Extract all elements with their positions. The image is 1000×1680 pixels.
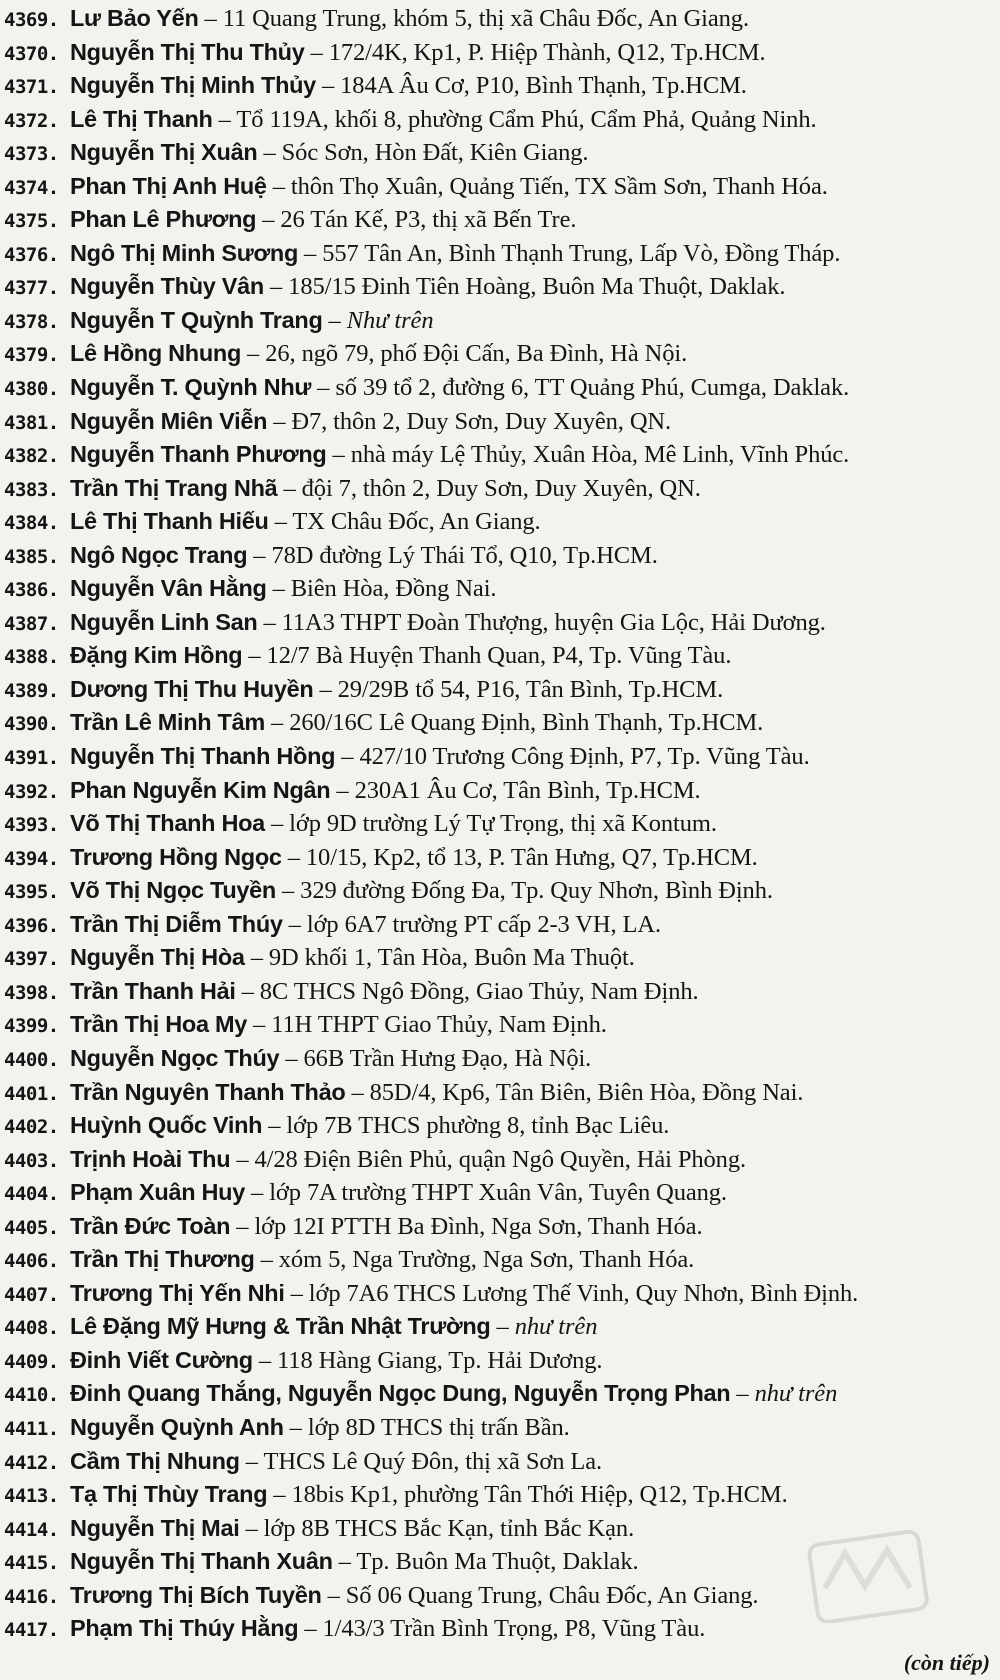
entry-address: 118 Hàng Giang, Tp. Hải Dương. — [277, 1346, 603, 1374]
entry-name: Nguyễn Ngọc Thúy — [70, 1044, 280, 1071]
list-item — [4, 975, 996, 1009]
list-item — [4, 1176, 996, 1210]
entry-name: Huỳnh Quốc Vinh — [70, 1112, 263, 1139]
list-item — [4, 136, 996, 170]
list-item — [4, 36, 996, 70]
entry-number: 4375. — [4, 210, 59, 233]
entry-name: Lê Hồng Nhung — [70, 340, 242, 367]
entry-name: Lê Thị Thanh Hiếu — [70, 508, 269, 535]
entry-number: 4379. — [4, 344, 59, 367]
entry-name: Võ Thị Thanh Hoa — [70, 810, 265, 837]
entry-address: 557 Tân An, Bình Thạnh Trung, Lấp Vò, Đồng Tháp. — [322, 239, 841, 267]
entry-number: 4411. — [4, 1417, 59, 1440]
entry-address: 172/4K, Kp1, P. Hiệp Thành, Q12, Tp.HCM. — [328, 38, 766, 66]
entry-name: Nguyễn T Quỳnh Trang — [70, 306, 323, 333]
entry-separator: – — [266, 575, 291, 603]
entry-name: Nguyễn Miên Viễn — [70, 407, 268, 434]
entry-name: Trần Thị Hoa My — [70, 1011, 247, 1038]
entry-separator: – — [284, 1279, 309, 1307]
list-item — [4, 941, 996, 975]
entry-name: Nguyễn Linh San — [70, 608, 258, 635]
entry-number: 4383. — [4, 478, 59, 501]
entry-separator: – — [267, 407, 292, 435]
entry-name: Trịnh Hoài Thu — [70, 1145, 231, 1172]
entry-separator: – — [304, 38, 329, 66]
entry-number: 4410. — [4, 1384, 59, 1407]
entry-number: 4398. — [4, 981, 59, 1004]
entry-name: Nguyễn Quỳnh Anh — [70, 1413, 284, 1440]
entry-address: 11H THPT Giao Thủy, Nam Định. — [271, 1011, 607, 1039]
entry-name: Phan Nguyễn Kim Ngân — [70, 776, 331, 803]
entry-address: lớp 12I PTTH Ba Đình, Nga Sơn, Thanh Hóa. — [254, 1212, 703, 1240]
list-item — [4, 1377, 996, 1411]
list-item — [4, 774, 996, 808]
entry-number: 4416. — [4, 1585, 59, 1608]
entry-separator: – — [230, 1145, 255, 1173]
entry-address: Sóc Sơn, Hòn Đất, Kiên Giang. — [281, 139, 589, 167]
entry-separator: – — [730, 1380, 755, 1408]
entry-address: 260/16C Lê Quang Định, Bình Thạnh, Tp.HCM. — [289, 709, 764, 737]
entry-name: Nguyễn Thị Hòa — [70, 944, 245, 971]
list-item — [4, 572, 996, 606]
list-item — [4, 1008, 996, 1042]
list-item — [4, 908, 996, 942]
entry-number: 4412. — [4, 1451, 59, 1474]
entry-name: Nguyễn T. Quỳnh Như — [70, 374, 312, 401]
list-item — [4, 841, 996, 875]
entry-address: như trên — [514, 1313, 598, 1341]
entry-name: Lư Bảo Yến — [70, 5, 199, 31]
entry-separator: – — [239, 1447, 264, 1475]
entry-separator: – — [326, 441, 351, 469]
entry-number: 4415. — [4, 1552, 59, 1575]
entry-separator: – — [262, 1112, 287, 1140]
entry-name: Đinh Viết Cường — [70, 1346, 253, 1373]
entry-address: Như trên — [346, 306, 434, 334]
list-item — [4, 539, 996, 573]
entry-address: 8C THCS Ngô Đồng, Giao Thủy, Nam Định. — [259, 977, 699, 1005]
entry-separator: – — [242, 642, 267, 670]
entry-name: Đinh Quang Thắng, Nguyễn Ngọc Dung, Nguyễn Trọng Phan — [70, 1380, 731, 1407]
entry-name: Trần Thị Diễm Thúy — [70, 910, 283, 937]
list-item — [4, 170, 996, 204]
entry-name: Nguyễn Thị Minh Thủy — [70, 72, 316, 99]
entry-address: lớp 7A6 THCS Lương Thế Vinh, Quy Nhơn, Bình Định. — [308, 1279, 859, 1307]
entry-address: lớp 8D THCS thị trấn Bần. — [307, 1413, 570, 1441]
entry-number: 4393. — [4, 814, 59, 837]
entry-number: 4372. — [4, 109, 59, 132]
entry-separator: – — [239, 1514, 264, 1542]
entry-number: 4384. — [4, 512, 59, 535]
entry-separator: – — [264, 810, 290, 838]
entry-name: Tạ Thị Thùy Trang — [70, 1481, 268, 1508]
entry-address: 18bis Kp1, phường Tân Thới Hiệp, Q12, Tp.HCM. — [291, 1481, 788, 1509]
entry-name: Phạm Xuân Huy — [70, 1179, 246, 1206]
entry-name: Trần Thị Thương — [70, 1246, 255, 1273]
entry-separator: – — [241, 340, 266, 368]
entry-address: lớp 6A7 trường PT cấp 2-3 VH, LA. — [306, 910, 661, 938]
entry-separator: – — [332, 1548, 357, 1576]
entry-separator: – — [330, 776, 355, 804]
entry-separator: – — [247, 1011, 272, 1039]
entry-address: 11 Quang Trung, khóm 5, thị xã Châu Đốc, An Giang. — [222, 5, 749, 32]
entry-separator: – — [264, 709, 290, 737]
entry-separator: – — [315, 72, 341, 100]
list-item — [4, 69, 996, 103]
list-item — [4, 405, 996, 439]
entry-address: lớp 9D trường Lý Tự Trọng, thị xã Kontum. — [289, 810, 717, 838]
entry-number: 4406. — [4, 1250, 59, 1273]
list-item — [4, 606, 996, 640]
entry-separator: – — [335, 743, 360, 771]
entry-separator: – — [245, 1179, 270, 1207]
list-item — [4, 1109, 996, 1143]
list-item — [4, 304, 996, 338]
entry-address: 85D/4, Kp6, Tân Biên, Biên Hòa, Đồng Nai. — [369, 1078, 804, 1106]
entry-separator: – — [256, 206, 281, 234]
entry-address: thôn Thọ Xuân, Quảng Tiến, TX Sầm Sơn, Thanh Hóa. — [290, 172, 828, 200]
entry-name: Trần Đức Toàn — [70, 1212, 231, 1239]
list-item — [4, 1076, 996, 1110]
entry-separator: – — [268, 508, 293, 536]
entry-separator: – — [282, 910, 307, 938]
list-item — [4, 807, 996, 841]
entry-separator: – — [254, 1246, 279, 1274]
entry-number: 4397. — [4, 948, 59, 971]
entry-name: Lê Đặng Mỹ Hưng & Trần Nhật Trường — [70, 1313, 491, 1340]
entry-address: THCS Lê Quý Đôn, thị xã Sơn La. — [263, 1447, 603, 1475]
entry-address: 4/28 Điện Biên Phủ, quận Ngô Quyền, Hải Phòng. — [254, 1145, 746, 1173]
entry-separator: – — [277, 474, 302, 502]
entry-number: 4386. — [4, 579, 59, 602]
entry-separator: – — [247, 541, 272, 569]
entry-address: 427/10 Trương Công Định, P7, Tp. Vũng Tàu. — [359, 743, 810, 771]
entry-name: Đặng Kim Hồng — [70, 642, 243, 669]
continued-note: (còn tiếp) — [903, 1650, 990, 1675]
entry-number: 4387. — [4, 612, 59, 635]
entry-number: 4409. — [4, 1350, 59, 1373]
entry-address: 329 đường Đống Đa, Tp. Quy Nhơn, Bình Định. — [300, 877, 773, 905]
entry-address: 12/7 Bà Huyện Thanh Quan, P4, Tp. Vũng Tàu. — [266, 642, 732, 670]
entry-number: 4370. — [4, 42, 59, 65]
entry-address: Số 06 Quang Trung, Châu Đốc, An Giang. — [345, 1581, 759, 1609]
entry-number: 4378. — [4, 310, 59, 333]
entry-address: 78D đường Lý Thái Tổ, Q10, Tp.HCM. — [271, 541, 658, 569]
entry-separator: – — [490, 1313, 515, 1341]
entry-address: đội 7, thôn 2, Duy Sơn, Duy Xuyên, QN. — [301, 474, 701, 502]
entry-number: 4371. — [4, 76, 59, 99]
entry-address: Tp. Buôn Ma Thuột, Daklak. — [356, 1548, 639, 1576]
list-item — [4, 203, 996, 237]
entry-number: 4392. — [4, 780, 59, 803]
entry-separator: – — [311, 374, 336, 402]
entry-separator: – — [313, 675, 338, 703]
list-item — [4, 706, 996, 740]
entry-address: 26, ngõ 79, phố Đội Cấn, Ba Đình, Hà Nội. — [265, 340, 688, 368]
entry-separator: – — [322, 306, 347, 334]
list-item — [4, 505, 996, 539]
list-item — [4, 673, 996, 707]
entry-number: 4388. — [4, 646, 59, 669]
entry-separator: – — [257, 608, 282, 636]
entry-number: 4404. — [4, 1183, 59, 1206]
entry-separator: – — [244, 944, 269, 972]
entry-separator: – — [281, 843, 306, 871]
entry-address: 29/29B tổ 54, P16, Tân Bình, Tp.HCM. — [337, 675, 724, 703]
list-item — [4, 1344, 996, 1378]
entry-separator: – — [257, 139, 282, 167]
entry-address: lớp 7A trường THPT Xuân Vân, Tuyên Quang. — [269, 1179, 727, 1207]
entry-address: 66B Trần Hưng Đạo, Hà Nội. — [303, 1044, 592, 1072]
list-item — [4, 740, 996, 774]
list-item — [4, 270, 996, 304]
list-item — [4, 1243, 996, 1277]
entry-separator: – — [298, 239, 323, 267]
entry-address: Biên Hòa, Đồng Nai. — [290, 575, 497, 603]
entry-name: Trần Thanh Hải — [70, 977, 236, 1004]
entry-number: 4380. — [4, 378, 59, 401]
entry-address: TX Châu Đốc, An Giang. — [292, 508, 541, 536]
entry-name: Trương Hồng Ngọc — [70, 843, 282, 870]
list-item — [4, 874, 996, 908]
list-item — [4, 1277, 996, 1311]
entry-address: xóm 5, Nga Trường, Nga Sơn, Thanh Hóa. — [278, 1246, 695, 1274]
entry-number: 4391. — [4, 747, 59, 770]
entry-number: 4385. — [4, 545, 59, 568]
entry-separator: – — [321, 1581, 346, 1609]
entry-address: 9D khối 1, Tân Hòa, Buôn Ma Thuột. — [268, 944, 635, 972]
entry-number: 4381. — [4, 411, 59, 434]
entry-address: 230A1 Âu Cơ, Tân Bình, Tp.HCM. — [354, 776, 701, 804]
entry-separator: – — [267, 1481, 292, 1509]
entry-address: như trên — [754, 1380, 838, 1408]
entry-number: 4396. — [4, 914, 59, 937]
entry-separator: – — [230, 1212, 255, 1240]
entry-number: 4417. — [4, 1619, 59, 1642]
entry-number: 4401. — [4, 1082, 59, 1105]
list-item — [4, 337, 996, 371]
entry-address: nhà máy Lệ Thủy, Xuân Hòa, Mê Linh, Vĩnh Phúc. — [350, 441, 850, 469]
entry-name: Ngô Ngọc Trang — [70, 541, 248, 568]
entry-number: 4369. — [4, 9, 59, 31]
list-item — [4, 1445, 996, 1479]
entry-address: Tổ 119A, khối 8, phường Cẩm Phú, Cẩm Phả, Quảng Ninh. — [236, 105, 817, 133]
entry-number: 4413. — [4, 1485, 59, 1508]
entry-name: Nguyễn Thị Xuân — [70, 139, 258, 166]
entry-name: Nguyễn Thị Thanh Xuân — [70, 1548, 333, 1575]
list-item — [4, 1310, 996, 1344]
entry-name: Võ Thị Ngọc Tuyền — [70, 877, 276, 904]
entry-name: Nguyễn Thị Thu Thủy — [70, 38, 305, 65]
list-item — [4, 1478, 996, 1512]
entry-number: 4377. — [4, 277, 59, 300]
entry-name: Trần Lê Minh Tâm — [70, 709, 265, 736]
magazine-logo-icon — [805, 1528, 930, 1623]
list-item — [4, 103, 996, 137]
entry-name: Trương Thị Bích Tuyền — [70, 1581, 322, 1608]
entry-address: 26 Tán Kế, P3, thị xã Bến Tre. — [280, 206, 577, 234]
entry-address: 185/15 Đinh Tiên Hoàng, Buôn Ma Thuột, Daklak. — [288, 273, 786, 301]
entry-name: Cầm Thị Nhung — [70, 1447, 240, 1474]
entry-number: 4376. — [4, 243, 59, 266]
entry-separator: – — [252, 1346, 278, 1374]
entry-separator: – — [275, 877, 301, 905]
list-item — [4, 237, 996, 271]
entry-name: Nguyễn Thị Mai — [70, 1514, 240, 1541]
entry-number: 4373. — [4, 143, 59, 166]
entry-address: 10/15, Kp2, tổ 13, P. Tân Hưng, Q7, Tp.HCM. — [305, 843, 758, 871]
entry-separator: – — [279, 1044, 304, 1072]
entry-address: lớp 8B THCS Bắc Kạn, tỉnh Bắc Kạn. — [263, 1514, 635, 1542]
entry-name: Nguyễn Thùy Vân — [70, 273, 264, 300]
entry-name: Phan Thị Anh Huệ — [70, 172, 267, 199]
entry-address: 11A3 THPT Đoàn Thượng, huyện Gia Lộc, Hải Dương. — [281, 608, 826, 636]
entry-number: 4390. — [4, 713, 59, 736]
entry-separator: – — [263, 273, 289, 301]
list-item — [4, 472, 996, 506]
entry-separator: – — [345, 1078, 370, 1106]
entry-name: Nguyễn Thị Thanh Hồng — [70, 743, 336, 770]
entry-name: Nguyễn Vân Hằng — [70, 575, 267, 602]
entry-number: 4405. — [4, 1216, 59, 1239]
entry-number: 4403. — [4, 1149, 59, 1172]
list-item — [4, 371, 996, 405]
list-item — [4, 1210, 996, 1244]
entry-address: 1/43/3 Trần Bình Trọng, P8, Vũng Tàu. — [322, 1615, 706, 1643]
entry-name: Lê Thị Thanh — [70, 105, 213, 132]
entry-name: Phan Lê Phương — [70, 206, 257, 233]
entry-name: Phạm Thị Thúy Hằng — [70, 1615, 299, 1642]
entry-number: 4382. — [4, 445, 59, 468]
entry-address: lớp 7B THCS phường 8, tỉnh Bạc Liêu. — [286, 1112, 670, 1140]
entry-number: 4395. — [4, 881, 59, 904]
entry-address: 184A Âu Cơ, P10, Bình Thạnh, Tp.HCM. — [340, 72, 747, 100]
entry-number: 4400. — [4, 1048, 59, 1071]
list-item — [4, 1143, 996, 1177]
entry-separator: – — [283, 1413, 308, 1441]
list-item — [4, 1411, 996, 1445]
entry-number: 4389. — [4, 679, 59, 702]
entry-separator: – — [212, 105, 237, 133]
entry-name: Trần Thị Trang Nhã — [70, 474, 278, 501]
entry-separator: – — [235, 977, 260, 1005]
entry-name: Nguyễn Thanh Phương — [70, 441, 327, 468]
entry-address: số 39 tổ 2, đường 6, TT Quảng Phú, Cumga, Daklak. — [335, 374, 850, 402]
entry-number: 4407. — [4, 1283, 59, 1306]
entry-number: 4399. — [4, 1015, 59, 1038]
entry-separator: – — [298, 1615, 323, 1643]
entry-number: 4374. — [4, 176, 59, 199]
entry-name: Ngô Thị Minh Sương — [70, 239, 299, 266]
entry-list — [4, 2, 996, 1646]
entry-separator: – — [198, 5, 223, 32]
entry-separator: – — [266, 172, 291, 200]
list-item — [4, 639, 996, 673]
entry-number: 4408. — [4, 1317, 59, 1340]
entry-name: Dương Thị Thu Huyền — [70, 675, 314, 702]
entry-number: 4414. — [4, 1518, 59, 1541]
entry-name: Trần Nguyên Thanh Thảo — [70, 1078, 346, 1105]
entry-address: Đ7, thôn 2, Duy Sơn, Duy Xuyên, QN. — [291, 407, 672, 435]
entry-name: Trương Thị Yến Nhi — [70, 1279, 285, 1306]
list-item — [4, 438, 996, 472]
entry-number: 4402. — [4, 1116, 59, 1139]
entry-number: 4394. — [4, 847, 59, 870]
list-item — [4, 2, 996, 36]
list-item — [4, 1042, 996, 1076]
